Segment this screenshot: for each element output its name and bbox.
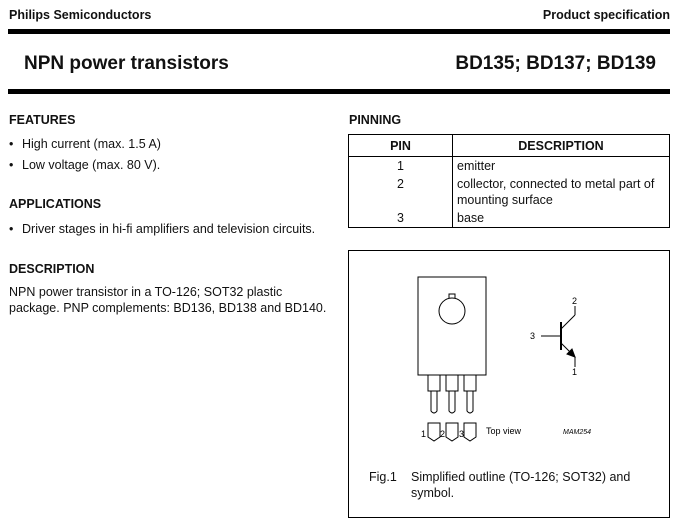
figure-caption <box>369 469 651 501</box>
pin-number: 2 <box>349 175 453 209</box>
drawing-code: MAM254 <box>563 429 592 436</box>
table-row <box>349 175 670 209</box>
figure-box <box>348 250 670 518</box>
to126-package-outline <box>418 277 486 441</box>
pin-number: 1 <box>349 157 453 176</box>
feature-item: • High current (max. 1.5 A) <box>9 137 161 151</box>
features-heading: FEATURES <box>9 113 76 127</box>
company-name: Philips Semiconductors <box>9 8 152 22</box>
header-rule <box>8 29 670 34</box>
pin-number: 3 <box>349 209 453 228</box>
figure-number: Fig.1 <box>369 470 397 484</box>
description-heading: DESCRIPTION <box>9 262 95 276</box>
column-header-description: DESCRIPTION <box>453 135 670 157</box>
pin-description: base <box>453 209 670 228</box>
title-rule <box>8 89 670 94</box>
table-row <box>349 157 670 176</box>
pin-description: collector, connected to metal part of mounting surface <box>453 175 670 209</box>
pin-description: emitter <box>453 157 670 176</box>
mounting-hole-icon <box>439 298 465 324</box>
table-header-row <box>349 135 670 157</box>
product-title: NPN power transistors <box>24 53 229 74</box>
pinning-heading: PINNING <box>349 113 402 127</box>
figure-caption-text: Simplified outline (TO-126; SOT32) and symbol. <box>411 470 631 500</box>
view-label: Top view <box>486 426 522 436</box>
applications-heading: APPLICATIONS <box>9 197 102 211</box>
document-type: Product specification <box>542 8 670 22</box>
base-pin-label: 3 <box>530 331 536 341</box>
collector-pin-label: 2 <box>572 296 578 306</box>
pin-label-1: 1 <box>421 429 427 439</box>
emitter-pin-label: 1 <box>572 367 578 377</box>
part-numbers: BD135; BD137; BD139 <box>455 53 656 74</box>
npn-transistor-symbol-icon <box>541 306 575 367</box>
column-header-pin: PIN <box>349 135 453 157</box>
application-item: • Driver stages in hi-fi amplifiers and television circuits. <box>9 222 316 236</box>
bullet-icon: • <box>9 158 14 172</box>
bullet-icon: • <box>9 137 14 151</box>
bullet-icon: • <box>9 222 14 236</box>
feature-item: • Low voltage (max. 80 V). <box>9 158 161 172</box>
pinning-table <box>348 134 670 228</box>
table-row <box>349 209 670 228</box>
pin-label-3: 3 <box>459 429 465 439</box>
description-text: NPN power transistor in a TO-126; SOT32 plastic package. PNP complements: BD136, BD138 and BD140. <box>9 285 327 315</box>
pin-label-2: 2 <box>440 429 446 439</box>
